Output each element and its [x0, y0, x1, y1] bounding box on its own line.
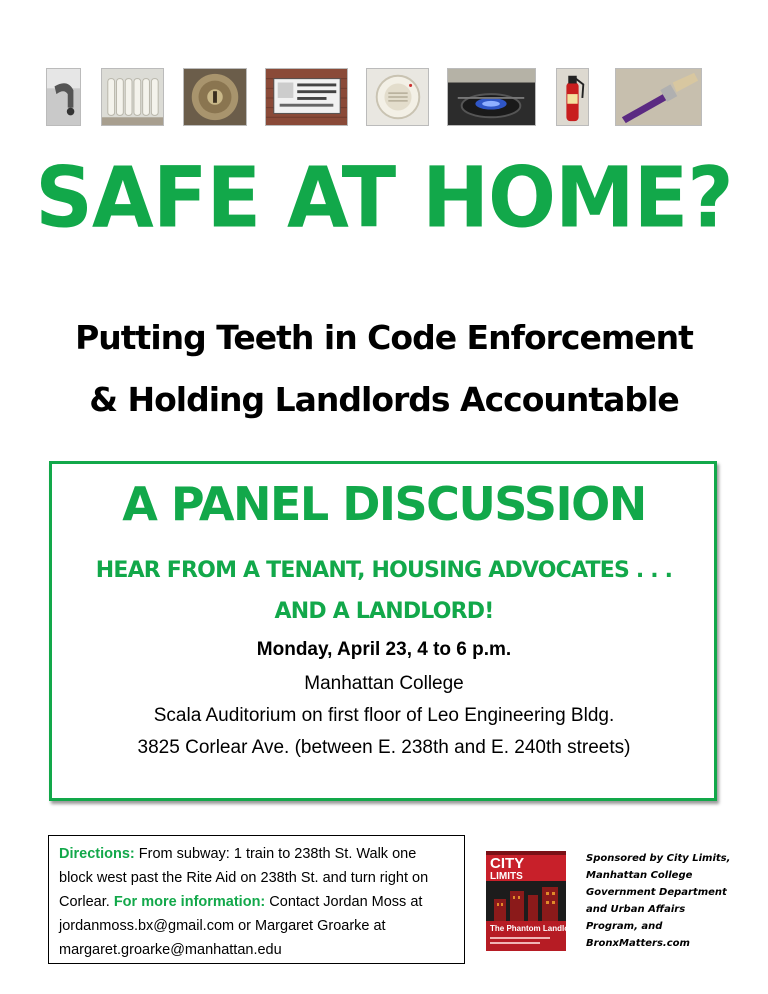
smoke-detector-photo [366, 68, 429, 126]
directions-box [48, 835, 465, 964]
magazine-masthead-line-2: LIMITS [490, 871, 523, 882]
sponsor-line-4: and Urban Affairs [586, 904, 686, 915]
event-venue: Manhattan College [304, 673, 464, 694]
sign-photo [265, 68, 348, 126]
city-limits-magazine-cover [486, 851, 578, 951]
sponsor-text [586, 850, 766, 952]
hear-from-line-2: AND A LANDLORD! [274, 599, 494, 624]
sponsor-line-6: BronxMatters.com [586, 938, 690, 949]
photo-strip [0, 68, 768, 132]
subtitle-line-2: & Holding Landlords Accountable [89, 380, 679, 419]
faucet-photo [46, 68, 81, 126]
lock-photo [183, 68, 247, 126]
magazine-masthead-line-1: CITY [490, 855, 525, 872]
gas-stove-photo [447, 68, 536, 126]
directions-label: Directions: [59, 846, 135, 862]
subtitle-line-1: Putting Teeth in Code Enforcement [75, 318, 693, 357]
sponsor-line-1: Sponsored by City Limits, [586, 853, 731, 864]
event-room: Scala Auditorium on first floor of Leo Engineering Bldg. [153, 705, 615, 726]
paintbrush-photo [615, 68, 702, 126]
panel-title: A PANEL DISCUSSION [122, 477, 646, 531]
headline: SAFE AT HOME? [35, 148, 733, 247]
radiator-photo [101, 68, 164, 126]
event-date: Monday, April 23, 4 to 6 p.m. [256, 639, 512, 660]
more-info-text: Contact Jordan Moss at jordanmoss.bx@gmail.com or Margaret Groarke at margaret.groarke@manhattan.edu [59, 894, 423, 958]
fire-extinguisher-photo [556, 68, 589, 126]
hear-from-line-1: HEAR FROM A TENANT, HOUSING ADVOCATES . . . [95, 558, 673, 583]
more-info-label: For more information: [113, 894, 266, 910]
magazine-cover-title: The Phantom Landlord [490, 924, 578, 933]
directions-text: From subway: 1 train to 238th St. Walk one block west past the Rite Aid on 238th St. and turn right on Corlear. [59, 846, 429, 910]
sponsor-line-2: Manhattan College [586, 870, 693, 881]
event-address: 3825 Corlear Ave. (between E. 238th and E. 240th streets) [137, 737, 631, 758]
sponsor-line-3: Government Department [586, 887, 727, 898]
sponsor-line-5: Program, and [586, 921, 663, 932]
